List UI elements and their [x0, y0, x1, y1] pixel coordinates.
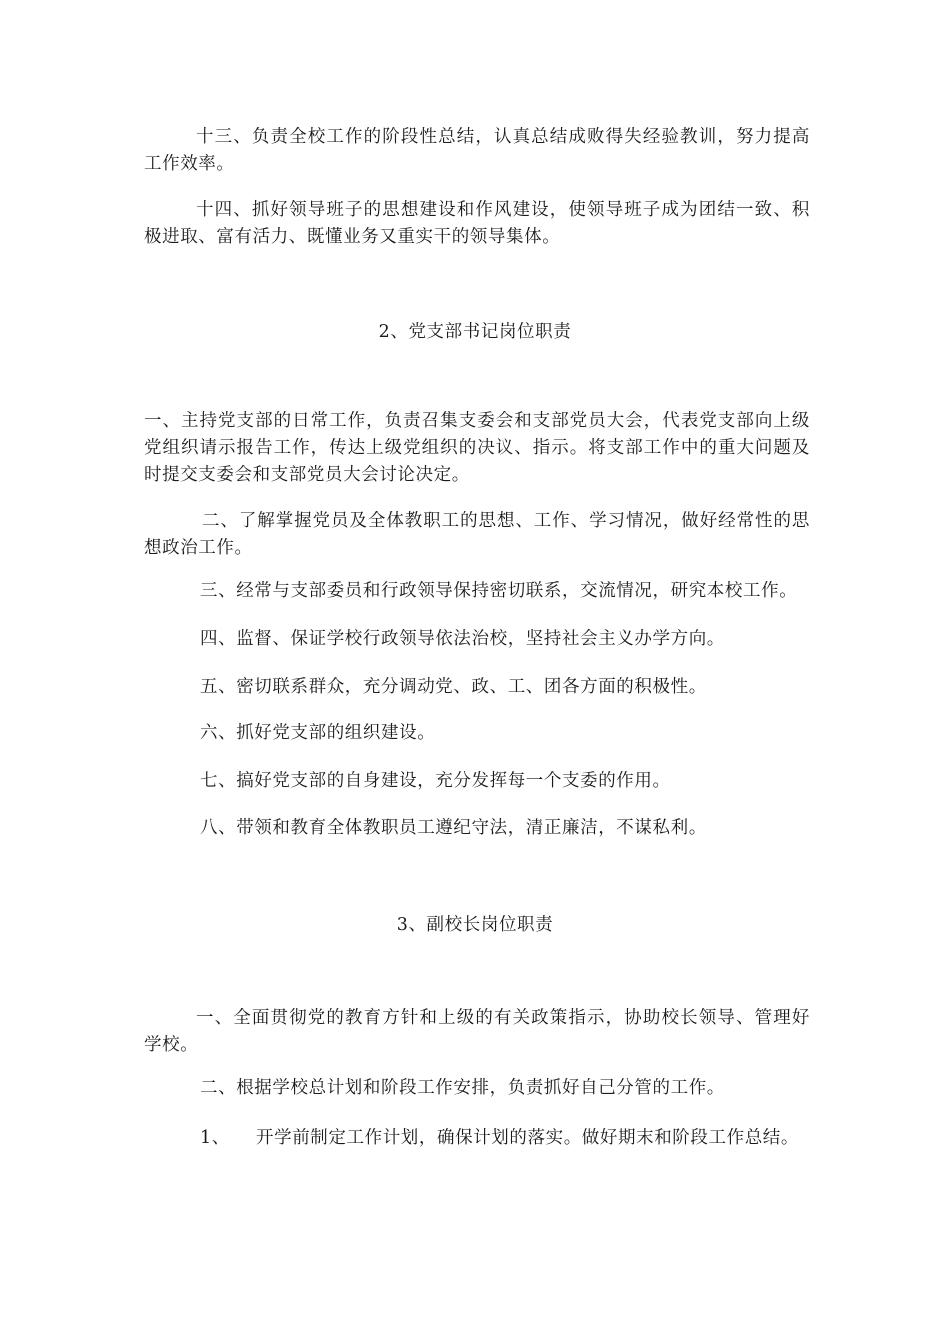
section-heading-party-secretary: 2、党支部书记岗位职责	[378, 322, 572, 342]
paragraph-s1-14: 十四、抓好领导班子的思想建设和作风建设，使领导班子成为团结一致、积极进取、富有活力、既懂业务又重实干的领导集体。	[144, 200, 810, 247]
numbered-item-1	[200, 1125, 799, 1152]
paragraph-s2-1: 一、主持党支部的日常工作，负责召集支委会和支部党员大会，代表党支部向上级党组织请示报告工作，传达上级党组织的决议、指示。将支部工作中的重大问题及时提交支委会和支部党员大会讨论决定。	[144, 411, 810, 485]
paragraph-s2-6: 六、抓好党支部的组织建设。	[200, 723, 436, 743]
paragraph-s1-13: 十三、负责全校工作的阶段性总结，认真总结成败得失经验教训，努力提高工作效率。	[144, 127, 810, 174]
paragraph-s3-1: 一、全面贯彻党的教育方针和上级的有关政策指示，协助校长领导、管理好学校。	[144, 1008, 810, 1055]
paragraph-s2-3: 三、经常与支部委员和行政领导保持密切联系，交流情况，研究本校工作。	[200, 581, 798, 601]
paragraph-s2-4: 四、监督、保证学校行政领导依法治校，坚持社会主义办学方向。	[200, 629, 725, 649]
paragraph-s2-2: 二、了解掌握党员及全体教职工的思想、工作、学习情况，做好经常性的思想政治工作。	[144, 511, 810, 558]
paragraph-s2-7: 七、搞好党支部的自身建设，充分发挥每一个支委的作用。	[200, 771, 671, 791]
paragraph-s2-5: 五、密切联系群众，充分调动党、政、工、团各方面的积极性。	[200, 677, 707, 697]
paragraph-s3-2: 二、根据学校总计划和阶段工作安排，负责抓好自己分管的工作。	[200, 1078, 725, 1098]
paragraph-s2-8: 八、带领和教育全体教职员工遵纪守法，清正廉洁，不谋私利。	[200, 818, 707, 838]
item-text: 开学前制定工作计划，确保计划的落实。做好期末和阶段工作总结。	[256, 1128, 799, 1148]
item-number: 1、	[200, 1128, 230, 1148]
section-heading-vice-principal: 3、副校长岗位职责	[396, 915, 554, 935]
